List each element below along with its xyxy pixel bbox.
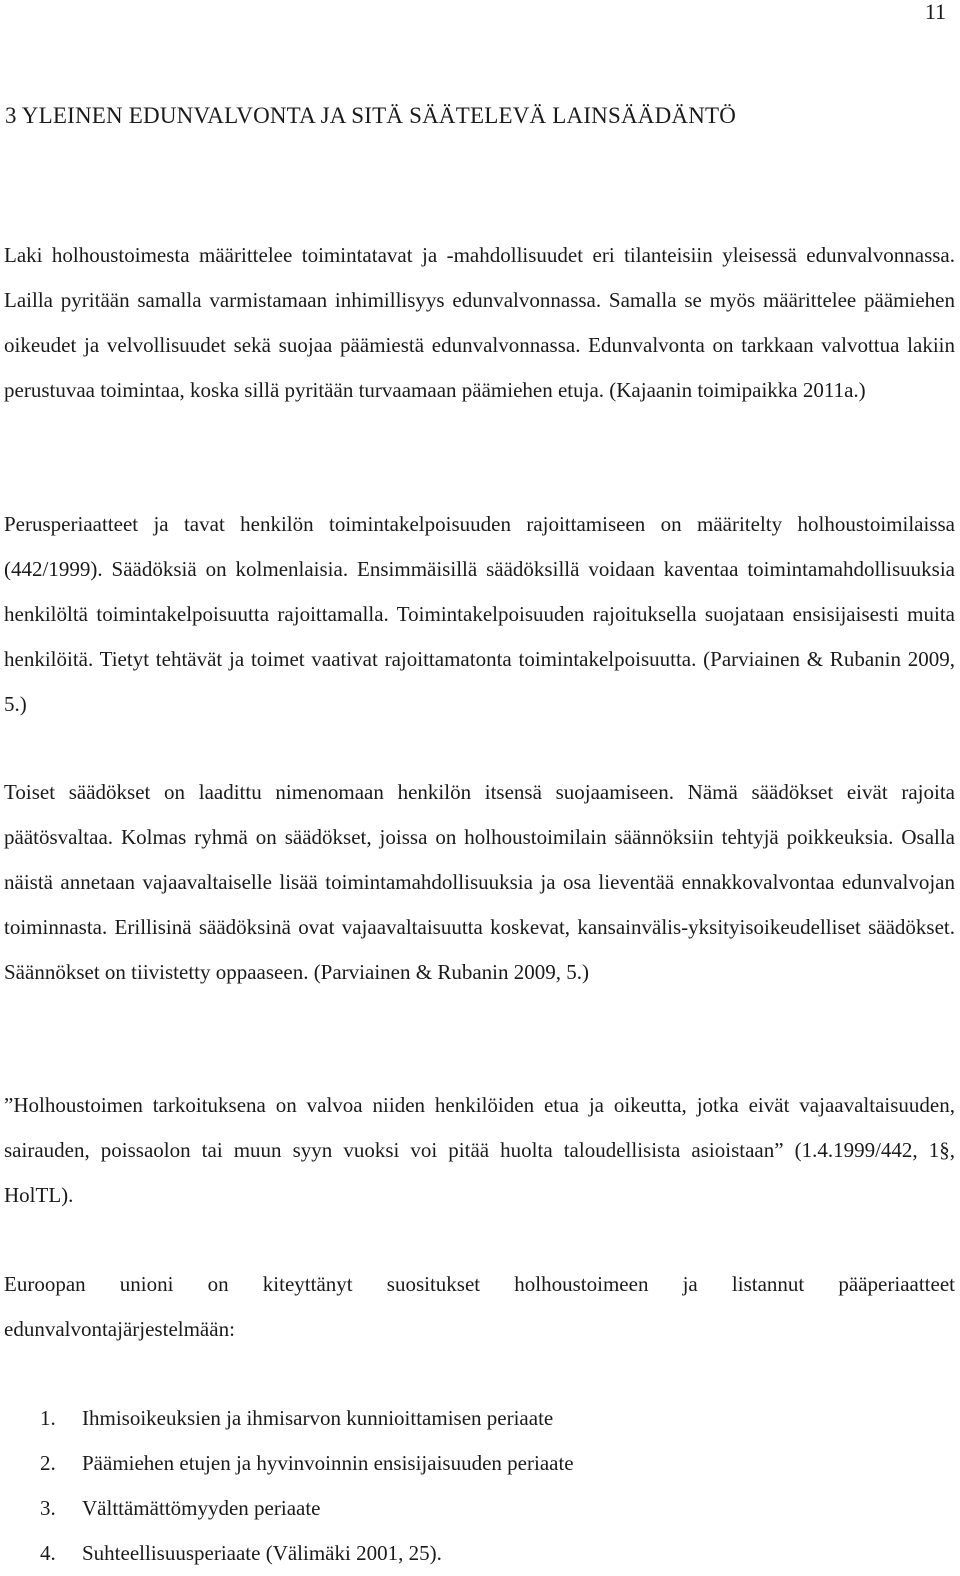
list-item-number: 2. bbox=[40, 1451, 56, 1475]
paragraph-eu-recommendations: Euroopan unioni on kiteyttänyt suositukset holhoustoimeen ja listannut pääperiaatteet edunvalvontajärjestelmään: bbox=[4, 1272, 955, 1341]
list-item bbox=[40, 1396, 574, 1441]
list-item-text: Välttämättömyyden periaate bbox=[82, 1496, 321, 1520]
list-item-text: Ihmisoikeuksien ja ihmisarvon kunnioittamisen periaate bbox=[82, 1406, 554, 1430]
list-item-text: Suhteellisuusperiaate (Välimäki 2001, 25). bbox=[82, 1541, 442, 1565]
page-number: 11 bbox=[924, 0, 946, 24]
body-text bbox=[4, 233, 955, 1352]
list-item bbox=[40, 1531, 574, 1576]
list-item bbox=[40, 1486, 574, 1531]
paragraph-law-quote: ”Holhoustoimen tarkoituksena on valvoa niiden henkilöiden etua ja oikeutta, jotka eivät vajaavaltaisuuden, sairauden, poissaolon tai muun syyn vuoksi voi pitää huolta taloudellisista asioistaan” (1.4.1999/442, 1§, HolTL). bbox=[4, 1093, 955, 1207]
paragraph-protective-provisions: Toiset säädökset on laadittu nimenomaan henkilön itsensä suojaamiseen. Nämä säädökset eivät rajoita päätösvaltaa. Kolmas ryhmä on säädökset, joissa on holhoustoimilain säännöksiin tehtyjä poikkeuksia. Osalla näistä annetaan vajaavaltaiselle lisää toimintamahdollisuuksia ja osa lieventää ennakkovalvontaa edunvalvojan toiminnasta. Erillisinä säädöksinä ovat vajaavaltaisuutta koskevat, kansainvälis-yksityisoikeudelliset säädökset. Säännökset on tiivistetty oppaaseen. (Parviainen & Rubanin 2009, 5.) bbox=[4, 780, 955, 984]
principles-list bbox=[40, 1396, 574, 1576]
paragraph-guardianship-law: Laki holhoustoimesta määrittelee toimintatavat ja -mahdollisuudet eri tilanteisiin yleisessä edunvalvonnassa. Lailla pyritään samalla varmistamaan inhimillisyys edunvalvonnassa. Samalla se myös määrittelee päämiehen oikeudet ja velvollisuudet sekä suojaa päämiestä edunvalvonnassa. Edunvalvonta on tarkkaan valvottua lakiin perustuvaa toimintaa, koska sillä pyritään turvaamaan päämiehen etuja. (Kajaanin toimipaikka 2011a.) bbox=[4, 243, 955, 402]
list-item-number: 1. bbox=[40, 1406, 56, 1430]
list-item-text: Päämiehen etujen ja hyvinvoinnin ensisijaisuuden periaate bbox=[82, 1451, 574, 1475]
paragraph-legal-capacity: Perusperiaatteet ja tavat henkilön toimintakelpoisuuden rajoittamiseen on määritelty holhoustoimilaissa (442/1999). Säädöksiä on kolmenlaisia. Ensimmäisillä säädöksillä voidaan kaventaa toimintamahdollisuuksia henkilöltä toimintakelpoisuutta rajoittamalla. Toimintakelpoisuuden rajoituksella suojataan ensisijaisesti muita henkilöitä. Tietyt tehtävät ja toimet vaativat rajoittamatonta toimintakelpoisuutta. (Parviainen & Rubanin 2009, 5.) bbox=[4, 512, 955, 716]
list-item bbox=[40, 1441, 574, 1486]
list-item-number: 3. bbox=[40, 1496, 56, 1520]
list-item-number: 4. bbox=[40, 1541, 56, 1565]
section-heading: 3 YLEINEN EDUNVALVONTA JA SITÄ SÄÄTELEVÄ LAINSÄÄDÄNTÖ bbox=[5, 103, 737, 128]
